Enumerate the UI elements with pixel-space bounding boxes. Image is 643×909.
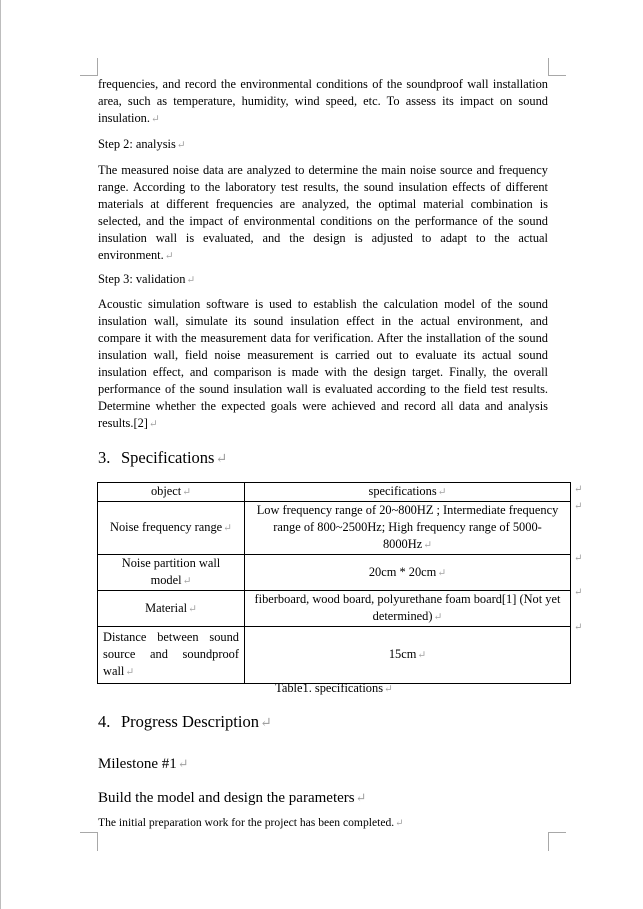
paragraph-mark-icon: ↵: [355, 791, 367, 805]
table-cell-spec: 20cm * 20cm↵: [245, 555, 571, 591]
table-cell-spec: fiberboard, wood board, polyurethane foam board[1] (Not yet determined)↵: [245, 591, 571, 627]
row-end-mark-icon: ↵: [574, 484, 583, 495]
paragraph-mark-icon: ↵: [395, 818, 404, 829]
step2-body: The measured noise data are analyzed to determine the main noise source and frequency range. According to the laboratory test results, the sound insulation effects of different materials at different frequencies are analyzed, the optimal material combination is selected, and the impact of environmental conditions on the performance of the sound insulation wall is evaluated, and the design is adjusted to adapt to the actual environment.↵: [98, 163, 548, 262]
crop-mark-bottom-right-h: [548, 832, 566, 833]
cell-mark-icon: ↵: [188, 603, 197, 615]
paragraph-mark-icon: ↵: [215, 452, 228, 467]
row-end-mark-icon: ↵: [574, 622, 583, 633]
paragraph-mark-icon: ↵: [148, 419, 158, 430]
specifications-table: [97, 482, 571, 684]
row-end-mark-icon: ↵: [574, 587, 583, 598]
paragraph-mark-icon: ↵: [384, 684, 393, 695]
cell-mark-icon: ↵: [182, 487, 192, 498]
row-end-mark-icon: ↵: [574, 553, 583, 564]
table-cell-object: Noise frequency range↵: [98, 502, 245, 555]
table-cell-spec: 15cm↵: [245, 627, 571, 684]
row-end-mark-icon: ↵: [574, 501, 583, 512]
cell-mark-icon: ↵: [437, 487, 447, 498]
crop-mark-top-right-h: [548, 75, 566, 76]
table-row: [98, 555, 571, 591]
cell-mark-icon: ↵: [417, 650, 427, 661]
section4-heading: 4. Progress Description↵: [98, 712, 272, 731]
cell-mark-icon: ↵: [223, 523, 232, 534]
table-row: [98, 591, 571, 627]
milestone-title: Build the model and design the parameters↵: [98, 790, 367, 806]
milestone-body: The initial preparation work for the project has been completed.↵: [98, 816, 404, 829]
page-left-edge: [0, 0, 1, 909]
crop-mark-top-left-h: [80, 75, 98, 76]
crop-mark-bottom-left-v: [97, 832, 98, 851]
table-cell-object: Material↵: [98, 591, 245, 627]
step3-label: Step 3: validation↵: [98, 272, 196, 286]
table-row: [98, 627, 571, 684]
crop-mark-top-left-v: [97, 58, 98, 76]
cell-mark-icon: ↵: [182, 576, 192, 587]
paragraph-mark-icon: ↵: [176, 140, 186, 151]
paragraph-mark-icon: ↵: [177, 757, 189, 771]
step2-label: Step 2: analysis↵: [98, 137, 186, 151]
crop-mark-top-right-v: [548, 58, 549, 76]
paragraph-mark-icon: ↵: [150, 114, 160, 125]
paragraph-mark-icon: ↵: [186, 275, 196, 286]
crop-mark-bottom-left-h: [80, 832, 98, 833]
paragraph-mark-icon: ↵: [259, 716, 272, 731]
step3-body: Acoustic simulation software is used to establish the calculation model of the sound insulation wall, simulate its sound insulation effect in the actual environment, and compare it with the measurement data for verification. After the installation of the sound insulation wall, field noise measurement is carried out to evaluate its actual sound insulation effect, and comparison is made with the design target. Finally, the overall performance of the sound insulation wall is evaluated according to the field test results. Determine whether the expected goals were achieved and record all data and analysis results.[2]↵: [98, 297, 548, 430]
cell-mark-icon: ↵: [433, 612, 443, 623]
cell-mark-icon: ↵: [437, 567, 447, 579]
intro-paragraph: frequencies, and record the environmental conditions of the soundproof wall installation area, such as temperature, humidity, wind speed, etc. To assess its impact on sound insulation.↵: [98, 77, 548, 125]
cell-mark-icon: ↵: [423, 540, 433, 551]
table-header-row: [98, 483, 571, 502]
table-cell-object: Noise partition wall model↵: [98, 555, 245, 591]
paragraph-mark-icon: ↵: [164, 251, 174, 262]
table-cell-spec: Low frequency range of 20~800HZ ; Intermediate frequency range of 800~2500Hz; High frequency range of 5000-8000Hz↵: [245, 502, 571, 555]
table-caption: Table1. specifications↵: [275, 681, 393, 695]
table-cell-object: Distance between sound source and soundproof wall↵: [98, 627, 245, 684]
table-row: [98, 502, 571, 555]
crop-mark-bottom-right-v: [548, 832, 549, 851]
section3-heading: 3. Specifications↵: [98, 448, 228, 467]
milestone-label: Milestone #1↵: [98, 756, 189, 772]
cell-mark-icon: ↵: [125, 667, 135, 678]
table-header-object: object↵: [98, 483, 245, 502]
table-header-specifications: specifications↵: [245, 483, 571, 502]
